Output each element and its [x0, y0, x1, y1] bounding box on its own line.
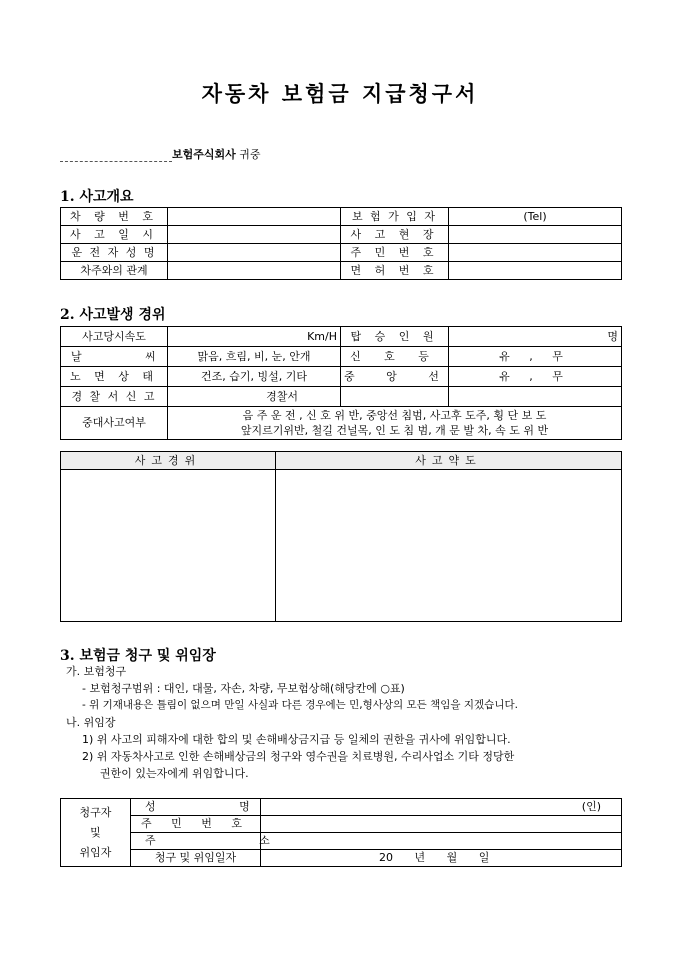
- narrative-table: [60, 451, 622, 622]
- claimant-label-line: 청구자: [79, 805, 112, 819]
- label-accident-site: 사 고 현 장: [341, 226, 449, 244]
- label-vehicle-no: 차 량 번 호: [61, 208, 168, 226]
- signature-table: [60, 798, 622, 867]
- table-row: [61, 226, 622, 244]
- claimant-group-label: [61, 799, 131, 867]
- label-major-accident: 중대사고여부: [61, 407, 168, 440]
- field-policyholder[interactable]: (Tel): [449, 208, 622, 226]
- table-row: [61, 208, 622, 226]
- label-claimant-id: 주 민 번 호: [131, 816, 261, 833]
- label-resident-no: 주 민 번 호: [341, 244, 449, 262]
- field-owner-relation[interactable]: [168, 262, 341, 280]
- field-vehicle-no[interactable]: [168, 208, 341, 226]
- field-passengers[interactable]: 명: [449, 327, 622, 347]
- accident-summary-table: [60, 207, 622, 280]
- field-name[interactable]: (인): [261, 799, 622, 816]
- table-row: [61, 367, 622, 387]
- table-row: [61, 407, 622, 440]
- label-center-line: 중 앙 선: [341, 367, 449, 387]
- label-name: 성 명: [131, 799, 261, 816]
- field-major-accident[interactable]: [168, 407, 622, 440]
- claim-line: 가. 보험청구: [66, 665, 127, 678]
- claimant-label-line: 및: [90, 825, 101, 839]
- table-header-row: [61, 452, 622, 470]
- claimant-label-line: 위임자: [79, 845, 112, 859]
- field-driver-name[interactable]: [168, 244, 341, 262]
- label-police-report: 경 찰 서 신 고: [61, 387, 168, 407]
- section2-heading: 2. 사고발생 경위: [60, 307, 166, 323]
- claim-text: [62, 663, 622, 782]
- table-row: [61, 387, 622, 407]
- empty-cell: [341, 387, 449, 407]
- field-signal[interactable]: 유 , 무: [449, 347, 622, 367]
- claim-line: - 보험청구범위 : 대인, 대물, 자손, 차량, 무보험상해(해당칸에 ○표): [82, 682, 405, 695]
- section3-heading: 3. 보험금 청구 및 위임장: [60, 648, 216, 664]
- diagram-header: 사고약도: [276, 452, 622, 470]
- narrative-header: 사고경위: [61, 452, 276, 470]
- label-road-condition: 노 면 상 태: [61, 367, 168, 387]
- table-row: [61, 262, 622, 280]
- label-signal: 신 호 등: [341, 347, 449, 367]
- narrative-box[interactable]: [61, 470, 276, 622]
- table-row: [61, 816, 622, 833]
- label-passengers: 탑 승 인 원: [341, 327, 449, 347]
- table-row: [61, 327, 622, 347]
- field-license-no[interactable]: [449, 262, 622, 280]
- field-weather[interactable]: 맑음, 흐림, 비, 눈, 안개: [168, 347, 341, 367]
- label-address: 주 소: [131, 833, 261, 850]
- honorific: 귀중: [239, 148, 261, 161]
- claim-line: - 위 기재내용은 틀림이 없으며 만일 사실과 다른 경우에는 민,형사상의 모든 책임을 지겠습니다.: [82, 699, 518, 711]
- accident-circumstances-table: [60, 326, 622, 440]
- claim-line: 1) 위 사고의 피해자에 대한 합의 및 손해배상금지급 등 일체의 권한을 귀사에 위임합니다.: [82, 733, 511, 746]
- label-speed: 사고당시속도: [61, 327, 168, 347]
- addressee: [60, 146, 290, 162]
- table-row: [61, 244, 622, 262]
- major-accident-line-2: 앞지르기위반, 철길 건널목, 인 도 침 범, 개 문 발 차, 속 도 위 반: [240, 424, 549, 437]
- table-row: [61, 347, 622, 367]
- claim-line: 나. 위임장: [66, 716, 116, 729]
- company-label: 보험주식회사: [172, 148, 236, 161]
- table-row: [61, 799, 622, 816]
- table-row: [61, 833, 622, 850]
- company-blank[interactable]: [60, 147, 172, 162]
- label-owner-relation: 차주와의 관계: [61, 262, 168, 280]
- field-date[interactable]: 20 년 월 일: [261, 850, 622, 867]
- field-center-line[interactable]: 유 , 무: [449, 367, 622, 387]
- field-road-condition[interactable]: 건조, 습기, 빙설, 기타: [168, 367, 341, 387]
- label-driver-name: 운 전 자 성 명: [61, 244, 168, 262]
- field-accident-datetime[interactable]: [168, 226, 341, 244]
- label-accident-datetime: 사 고 일 시: [61, 226, 168, 244]
- section1-heading: 1. 사고개요: [60, 189, 134, 205]
- empty-cell: [449, 387, 622, 407]
- field-speed[interactable]: Km/H: [168, 327, 341, 347]
- field-accident-site[interactable]: [449, 226, 622, 244]
- major-accident-line-1: 음 주 운 전 , 신 호 위 반, 중앙선 침범, 사고후 도주, 횡 단 보 도: [242, 409, 547, 422]
- claim-line: 2) 위 자동차사고로 인한 손해배상금의 청구와 영수권을 치료병원, 수리사업소 기타 정당한: [82, 750, 515, 763]
- label-date: 청구 및 위임일자: [131, 850, 261, 867]
- table-row: [61, 850, 622, 867]
- field-resident-no[interactable]: [449, 244, 622, 262]
- field-police-report[interactable]: 경찰서: [168, 387, 341, 407]
- label-license-no: 면 허 번 호: [341, 262, 449, 280]
- diagram-box[interactable]: [276, 470, 622, 622]
- table-row: [61, 470, 622, 622]
- form-title: 자동차 보험금 지급청구서: [201, 81, 479, 106]
- label-weather: 날 씨: [61, 347, 168, 367]
- label-policyholder: 보 험 가 입 자: [341, 208, 449, 226]
- field-claimant-id[interactable]: [261, 816, 622, 833]
- claim-line: 권한이 있는자에게 위임합니다.: [100, 767, 249, 780]
